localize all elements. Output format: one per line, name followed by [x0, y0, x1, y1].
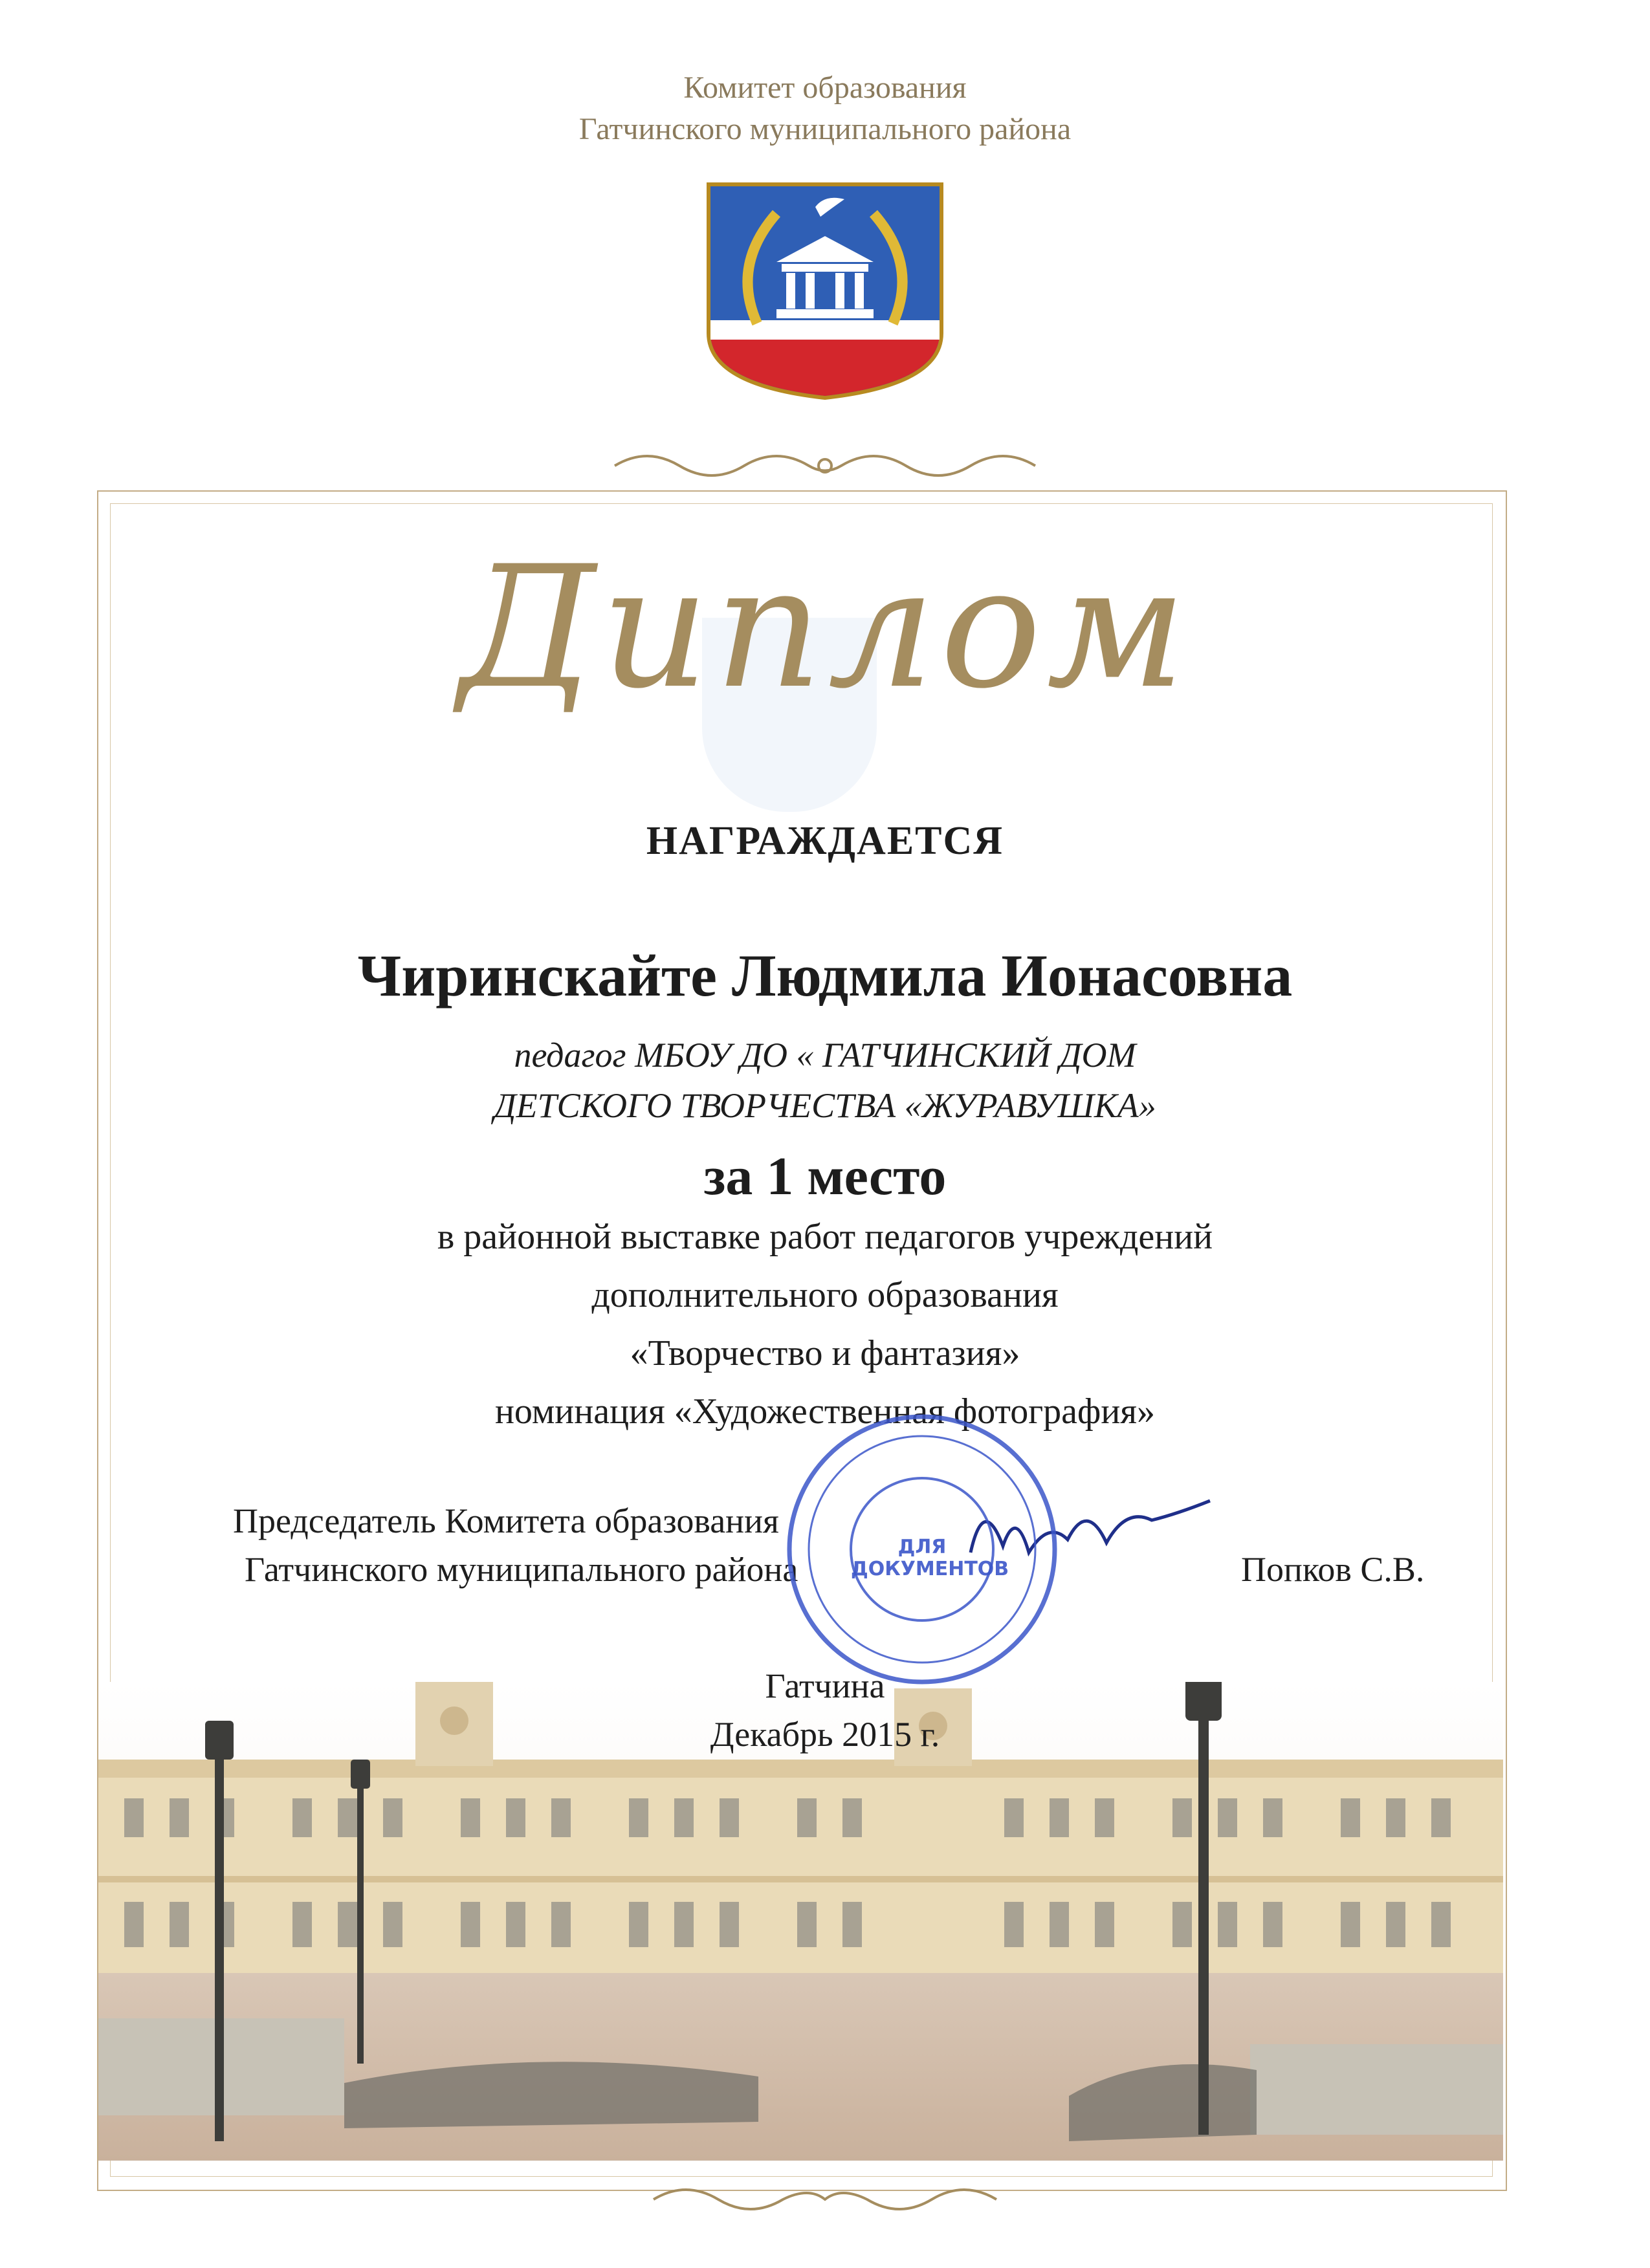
stamp-text: ДЛЯ ДОКУМЕНТОВ [851, 1536, 1009, 1580]
issue-date: Декабрь 2015 г. [710, 1715, 940, 1754]
award-desc-line3: «Творчество и фантазия» [630, 1333, 1020, 1373]
ornament-top-icon [608, 443, 1042, 488]
recipient-position-line2: ДЕТСКОГО ТВОРЧЕСТВА «ЖУРАВУШКА» [494, 1086, 1156, 1125]
recipient-name: Чиринскайте Людмила Ионасовна [357, 943, 1293, 1009]
award-desc-line4: номинация «Художественная фотография» [494, 1391, 1156, 1432]
diploma-title: Диплом [459, 530, 1191, 726]
ornament-bottom-icon [647, 2177, 1003, 2222]
signatory-name: Попков С.В. [1241, 1550, 1425, 1589]
recipient-position-line1: педагог МБОУ ДО « ГАТЧИНСКИЙ ДОМ [514, 1036, 1136, 1074]
award-desc-line2: дополнительного образования [591, 1275, 1059, 1315]
award-place: за 1 место [703, 1146, 947, 1206]
signatory-title-line1: Председатель Комитета образования [233, 1501, 779, 1540]
org-name-line1: Комитет образования [683, 71, 967, 105]
org-name-line2: Гатчинского муниципального района [578, 112, 1072, 146]
signatory-title-line2: Гатчинского муниципального района [245, 1550, 798, 1589]
awarded-label: НАГРАЖДАЕТСЯ [646, 819, 1004, 863]
issue-city: Гатчина [765, 1666, 885, 1705]
award-desc-line1: в районной выставке работ педагогов учреждений [437, 1217, 1213, 1257]
coat-of-arms-icon [705, 181, 945, 401]
